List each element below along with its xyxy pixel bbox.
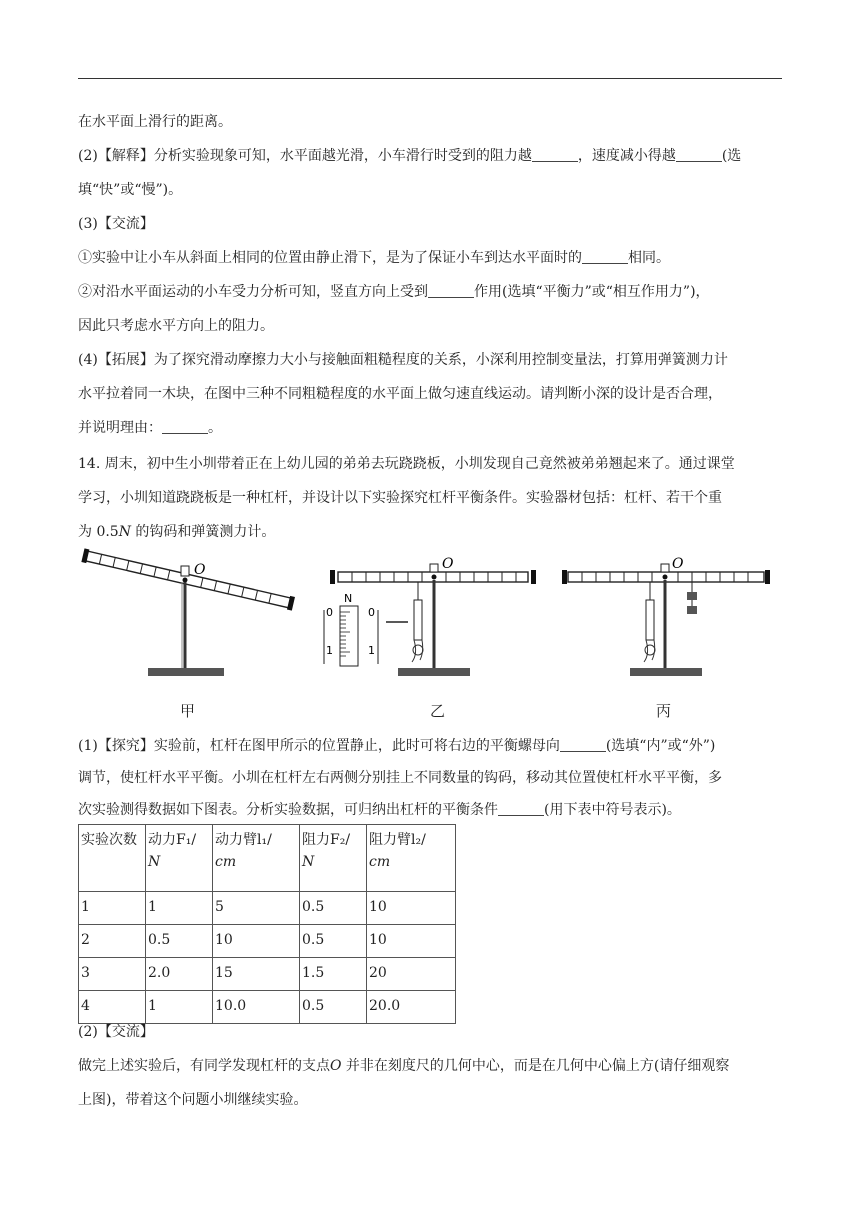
lever-figure-yi bbox=[316, 540, 546, 690]
table-cell: 20.0 bbox=[367, 991, 456, 1024]
answer-blank[interactable] bbox=[162, 419, 208, 434]
table-cell: 5 bbox=[213, 892, 300, 925]
text-line: 填“快”或“慢”)。 bbox=[78, 182, 183, 198]
text-line: 并说明理由： 。 bbox=[78, 420, 222, 436]
text-line: 为 0.5N 的钩码和弹簧测力计。 bbox=[78, 524, 276, 540]
svg-text:0: 0 bbox=[326, 606, 333, 619]
text-line: 在水平面上滑行的距离。 bbox=[78, 114, 232, 130]
table-header-cell: 实验次数 bbox=[79, 825, 146, 892]
svg-text:N: N bbox=[344, 592, 353, 605]
table-cell: 10.0 bbox=[213, 991, 300, 1024]
lever-figure-bing bbox=[554, 540, 784, 690]
table-cell: 0.5 bbox=[300, 991, 367, 1024]
table-row bbox=[79, 991, 456, 1024]
answer-blank[interactable] bbox=[532, 147, 578, 162]
table-cell: 4 bbox=[79, 991, 146, 1024]
table-cell: 10 bbox=[213, 925, 300, 958]
text-line: 学习，小圳知道跷跷板是一种杠杆，并设计以下实验探究杠杆平衡条件。实验器材包括：杠杆、若干个重 bbox=[78, 490, 722, 506]
table-cell: 0.5 bbox=[300, 892, 367, 925]
figure-label-yi: 乙 bbox=[430, 702, 446, 720]
table-header-cell: 动力F₁/ N bbox=[146, 825, 213, 892]
pivot-label: O bbox=[194, 562, 206, 578]
table-cell: 0.5 bbox=[300, 925, 367, 958]
table-header-row bbox=[79, 825, 456, 892]
svg-text:1: 1 bbox=[326, 644, 333, 657]
table-cell: 1.5 bbox=[300, 958, 367, 991]
data-table bbox=[78, 824, 456, 1024]
svg-text:0: 0 bbox=[368, 606, 375, 619]
question-2-explain: (2)【解释】分析实验现象可知，水平面越光滑，小车滑行时受到的阻力越 ，速度减小得越 (选 bbox=[78, 148, 742, 164]
text-line: 次实验测得数据如下图表。分析实验数据，可归纳出杠杆的平衡条件 (用下表中符号表示)。 bbox=[78, 802, 681, 818]
table-row bbox=[79, 925, 456, 958]
question-3-item-1: ①实验中让小车从斜面上相同的位置由静止滑下，是为了保证小车到达水平面时的 相同。 bbox=[78, 250, 670, 266]
table-cell: 3 bbox=[79, 958, 146, 991]
svg-text:O: O bbox=[672, 556, 684, 572]
question-14-1: (1)【探究】实验前，杠杆在图甲所示的位置静止，此时可将右边的平衡螺母向 (选填“内”或“外”) bbox=[78, 738, 716, 754]
figure-label-jia: 甲 bbox=[180, 702, 196, 720]
table-cell: 10 bbox=[367, 925, 456, 958]
table-cell: 1 bbox=[146, 991, 213, 1024]
answer-blank[interactable] bbox=[498, 801, 544, 816]
question-14-2-heading: (2)【交流】 bbox=[78, 1024, 154, 1040]
text-line: 水平拉着同一木块，在图中三种不同粗糙程度的水平面上做匀速直线运动。请判断小深的设计是否合理， bbox=[78, 386, 722, 402]
table-cell: 1 bbox=[79, 892, 146, 925]
table-cell: 2 bbox=[79, 925, 146, 958]
text-line: 因此只考虑水平方向上的阻力。 bbox=[78, 318, 274, 334]
lever-figure-jia bbox=[78, 540, 300, 690]
svg-text:1: 1 bbox=[368, 644, 375, 657]
table-cell: 2.0 bbox=[146, 958, 213, 991]
table-header-cell: 动力臂l₁/ cm bbox=[213, 825, 300, 892]
header-rule bbox=[78, 78, 782, 79]
text-line: 上图)，带着这个问题小圳继续实验。 bbox=[78, 1092, 308, 1108]
table-row bbox=[79, 892, 456, 925]
text-line: 做完上述实验后，有同学发现杠杆的支点O 并非在刻度尺的几何中心，而是在几何中心偏上方(请仔细观察 bbox=[78, 1058, 730, 1074]
question-4-extend: (4)【拓展】为了探究滑动摩擦力大小与接触面粗糙程度的关系，小深利用控制变量法，打算用弹簧测力计 bbox=[78, 352, 728, 368]
figure-label-bing: 丙 bbox=[656, 702, 672, 720]
table-cell: 1 bbox=[146, 892, 213, 925]
question-3-heading: (3)【交流】 bbox=[78, 216, 154, 232]
answer-blank[interactable] bbox=[676, 147, 722, 162]
table-cell: 20 bbox=[367, 958, 456, 991]
answer-blank[interactable] bbox=[428, 283, 474, 298]
table-header-cell: 阻力臂l₂/ cm bbox=[367, 825, 456, 892]
table-row bbox=[79, 958, 456, 991]
table-cell: 0.5 bbox=[146, 925, 213, 958]
svg-text:O: O bbox=[442, 556, 454, 572]
text-line: 调节，使杠杆水平平衡。小圳在杠杆左右两侧分别挂上不同数量的钩码，移动其位置使杠杆水平平衡，多 bbox=[78, 770, 722, 786]
question-3-item-2: ②对沿水平面运动的小车受力分析可知，竖直方向上受到 作用(选填“平衡力”或“相互作用力”)， bbox=[78, 284, 710, 300]
answer-blank[interactable] bbox=[560, 737, 606, 752]
question-14: 14. 周末，初中生小圳带着正在上幼儿园的弟弟去玩跷跷板，小圳发现自己竟然被弟弟翘起来了。通过课堂 bbox=[78, 456, 735, 472]
answer-blank[interactable] bbox=[582, 249, 628, 264]
table-header-cell: 阻力F₂/ N bbox=[300, 825, 367, 892]
table-cell: 15 bbox=[213, 958, 300, 991]
table-cell: 10 bbox=[367, 892, 456, 925]
